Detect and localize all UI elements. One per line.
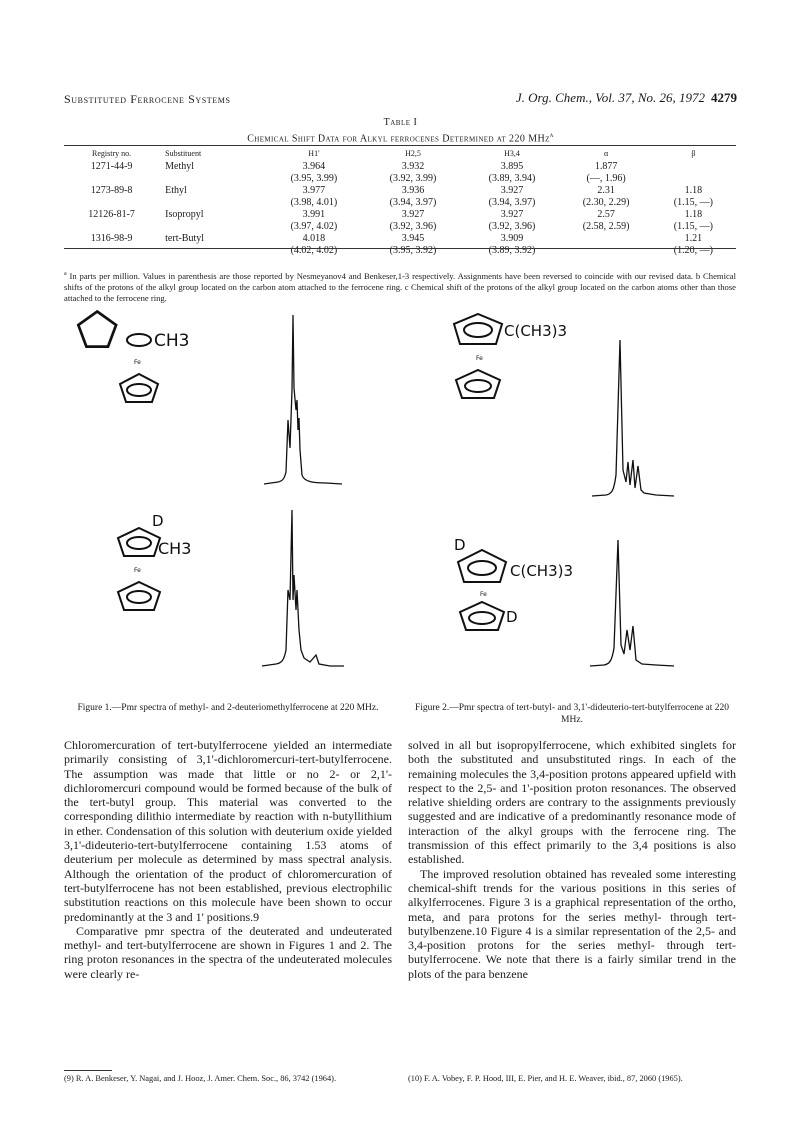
table-cell-h1p: (3.95, 3.99): [290, 173, 338, 184]
table-cell-h25: 3.927: [401, 209, 425, 220]
table-cell-h25: 3.936: [401, 185, 425, 196]
col-registry: Registry no.: [92, 149, 132, 158]
reference-9: (9) R. A. Benkeser, Y. Nagai, and J. Hooz, J. Amer. Chem. Soc., 86, 3742 (1964).: [64, 1074, 337, 1083]
paragraph-resolution-trends: The improved resolution obtained has revealed some interesting chemical-shift trends for the various positions in this series of alkylferrocenes. Figure 3 is a graphical representation of the ortho, meta, and para protons for the series methyl- through tert-butylbenzene.10 Figure 4 is a similar representation of the 2,5- and 3,4-position protons for the series methyl- through tert-butylferrocene. We note that there is a fairly similar trend in the plots of the para benzene: [408, 866, 736, 981]
table-cell-h34: 3.927: [500, 185, 524, 196]
chemical-shift-table: [64, 148, 736, 257]
table-caption-mark: a: [549, 131, 554, 139]
table-cell-sub: tert-Butyl: [165, 233, 205, 244]
table-cell-h25: 3.932: [401, 161, 425, 172]
tbutyl-label: C(CH3)3: [504, 322, 568, 340]
table-row: [64, 233, 736, 245]
table-cell-h34: 3.927: [500, 209, 524, 220]
deuterium-label-3: D: [454, 536, 466, 554]
table-cell-sub: Isopropyl: [165, 209, 204, 220]
table-cell-sub: Ethyl: [165, 185, 187, 196]
table-cell-h1: 4.018: [302, 233, 326, 244]
table-footnote-text: In parts per million. Values in parenthesis are those reported by Nesmeyanov4 and Benkeser,1-3 respectively. Assignments have been reversed to coincide with our revised data. b Chemical shifts of the protons of the alkyl group located on the carbon atom attached to the ferrocene ring. c Chemical shift of the protons of the alkyl group located on the carbon atoms other than those attached to the ferrocene ring.: [64, 270, 736, 303]
running-header-title: Substituted Ferrocene Systems: [64, 92, 231, 106]
table-cell-empty: [159, 221, 264, 233]
table-cell-h25: 3.945: [401, 233, 425, 244]
table-cell-betap: [651, 173, 736, 185]
paragraph-chloromercuration: Chloromercuration of tert-butylferrocene yielded an intermediate primarily consisting of 3,1'-dichloromercuri-tert-butylferrocene. The assumption was made that little or no 2- or 2,1'-dichloromercuri compound would be formed because of the bulk of the tert-butyl group. This material was converted to the corresponding dilithio intermediate by reaction with n-butyllithium in ether. Condensation of this solution with deuterium oxide yielded 3,1'-dideuterio-tert-butylferrocene containing 1.53 atoms of deuterium per molecule as determined by mass spectral analysis. Although the orientation of the product of chloromercuration of tert-butylferrocene has not been established, previous electrophilic substitution reactions on this molecule have been shown to occur predominantly at the 3 and 1' positions.9: [64, 738, 392, 924]
fe-label-4: Fe: [480, 591, 487, 598]
table-cell-beta: 1.21: [684, 233, 703, 244]
table-row-literature: [64, 197, 736, 209]
table-cell-betap: (1.20, —): [673, 245, 713, 256]
table-row-literature: [64, 173, 736, 185]
tert-butylferrocene-structure: [454, 314, 567, 398]
page-number: 4279: [711, 90, 737, 105]
table-caption-text: Chemical Shift Data for Alkyl ferrocenes Determined at 220 MHz: [247, 133, 550, 145]
table-cell-h34: 3.909: [500, 233, 524, 244]
table-row-literature: [64, 221, 736, 233]
table-cell-betap: (1.15, —): [673, 197, 713, 208]
col-h34: H3,4: [504, 149, 520, 158]
table-row: [64, 161, 736, 173]
fe-label-2: Fe: [134, 567, 141, 574]
figure-1: [64, 300, 404, 690]
methylferrocene-structure: [78, 312, 189, 403]
figure-1-caption: Figure 1.—Pmr spectra of methyl- and 2-deuteriomethylferrocene at 220 MHz.: [77, 703, 379, 713]
table-cell-alphap: (2.58, 2.59): [582, 221, 630, 232]
table-row: [64, 209, 736, 221]
spectrum-dideuterio-tert-butylferrocene: [590, 540, 674, 666]
table-cell-h34: 3.895: [500, 161, 524, 172]
spectrum-deuteriomethylferrocene: [262, 510, 344, 666]
spectrum-tert-butylferrocene: [592, 340, 674, 496]
table-cell-betap: (1.15, —): [673, 221, 713, 232]
table-caption: [0, 131, 801, 144]
table-cell-empty: [159, 173, 264, 185]
table-cell-sub: Methyl: [165, 161, 195, 172]
figure-2-caption: Figure 2.—Pmr spectra of tert-butyl- and 3,1'-dideuterio-tert-butylferrocene at 220 MHz.: [414, 703, 730, 725]
fe-label: Fe: [134, 359, 141, 366]
table-cell-empty: [159, 245, 264, 257]
deuteriomethylferrocene-structure: [118, 512, 191, 610]
table-cell-h34p: (3.92, 3.96): [488, 221, 536, 232]
spectrum-methylferrocene: [264, 315, 342, 484]
col-h25: H2,5: [405, 149, 421, 158]
table-cell-reg: 1316-98-9: [90, 233, 133, 244]
col-substituent: Substituent: [165, 149, 202, 158]
table-cell-beta: 1.18: [684, 185, 703, 196]
table-cell-alpha: 2.31: [597, 185, 615, 196]
table-cell-empty: [64, 245, 159, 257]
table-cell-h1p: (3.97, 4.02): [290, 221, 338, 232]
table-cell-alpha: 2.57: [597, 209, 615, 220]
table-title: Table I: [383, 117, 418, 128]
dideuterio-tert-butylferrocene-structure: [454, 536, 573, 630]
table-cell-h1p: (4.02, 4.02): [290, 245, 338, 256]
reference-10: (10) F. A. Vobey, F. P. Hood, III, E. Pier, and H. E. Weaver, ibid., 87, 2060 (1965).: [408, 1074, 683, 1083]
table-cell-h34p: (3.94, 3.97): [488, 197, 536, 208]
table-bottom-rule: [64, 248, 736, 249]
paragraph-resolved: solved in all but isopropylferrocene, which exhibited singlets for both the substituted and unsubstituted rings. In each of the remaining molecules the 3,4-position protons appeared upfield with respect to the 2,5- and 1'-position proton resonances. The observed relative shielding orders are contrary to the assignments previously suggested and are indicative of a predominantly resonance mode of interaction of the alkyl groups with the ferrocene ring. The transmission of this effect primarily to the 3,4 positions is also established.: [408, 738, 736, 867]
table-cell-h25p: (3.92, 3.99): [389, 173, 437, 184]
table-cell-beta: 1.18: [684, 209, 703, 220]
table-cell-empty: [64, 173, 159, 185]
figure-2: [420, 300, 740, 690]
table-cell-empty: [159, 197, 264, 209]
methyl-label-2: CH3: [158, 539, 192, 558]
table-cell-reg: 1273-89-8: [90, 185, 133, 196]
table-cell-h1p: (3.98, 4.01): [290, 197, 338, 208]
table-cell-alpha: [562, 233, 651, 245]
table-cell-alphap: (2.30, 2.29): [582, 197, 630, 208]
col-beta: β: [691, 149, 696, 158]
left-footnote-rule: [64, 1070, 112, 1071]
table-row-literature: [64, 245, 736, 257]
table-cell-empty: [64, 197, 159, 209]
journal-citation: [516, 90, 737, 106]
tbutyl-label-2: C(CH3)3: [510, 562, 574, 580]
deuterium-label-4: D: [506, 608, 518, 626]
table-cell-reg: 1271-44-9: [90, 161, 133, 172]
table-cell-alphap: (—, 1.96): [586, 173, 626, 184]
table-cell-h34p: (3.89, 3.94): [488, 173, 536, 184]
table-cell-h25p: (3.95, 3.92): [389, 245, 437, 256]
col-h1: H1': [308, 149, 320, 158]
methyl-label: CH3: [154, 331, 190, 351]
col-alpha: α: [604, 149, 609, 158]
body-left-column: [64, 738, 392, 981]
table-header-row: [64, 148, 736, 161]
table-cell-h25p: (3.92, 3.96): [389, 221, 437, 232]
table-cell-beta: [651, 161, 736, 173]
table-cell-alpha: 1.877: [594, 161, 618, 172]
fe-label-3: Fe: [476, 355, 483, 362]
paragraph-comparative-spectra: Comparative pmr spectra of the deuterated and undeuterated methyl- and tert-butylferrocene are shown in Figures 1 and 2. The ring proton resonances in the spectra of the undeuterated molecules were clearly re-: [64, 923, 392, 981]
journal-name: J. Org. Chem., Vol. 37, No. 26, 1972: [515, 90, 705, 105]
table-top-rule: [64, 145, 736, 146]
table-cell-h25p: (3.94, 3.97): [389, 197, 437, 208]
table-cell-h1: 3.991: [302, 209, 326, 220]
table-cell-empty: [64, 221, 159, 233]
table-row: [64, 185, 736, 197]
table-cell-h1: 3.964: [302, 161, 326, 172]
table-cell-alphap: [562, 245, 651, 257]
table-cell-h1: 3.977: [302, 185, 326, 196]
deuterium-label: D: [152, 512, 164, 530]
table-cell-reg: 12126-81-7: [88, 209, 135, 220]
table-cell-h34p: (3.89, 3.92): [488, 245, 536, 256]
table-footnotes: $^a$ In parts per million. Values in parenthesis are those reported by Nesmeyanov4 and Benkeser,1-3 respectively. Assignments have been reversed to coincide with our revised data. b Chemical shifts of the protons of the alkyl group located on the carbon atom attached to the ferrocene ring. c Chemical shift of the protons of the alkyl group located on the carbon atoms other than those attached to the ferrocene ring.: [64, 270, 736, 303]
body-right-column: [408, 738, 736, 981]
